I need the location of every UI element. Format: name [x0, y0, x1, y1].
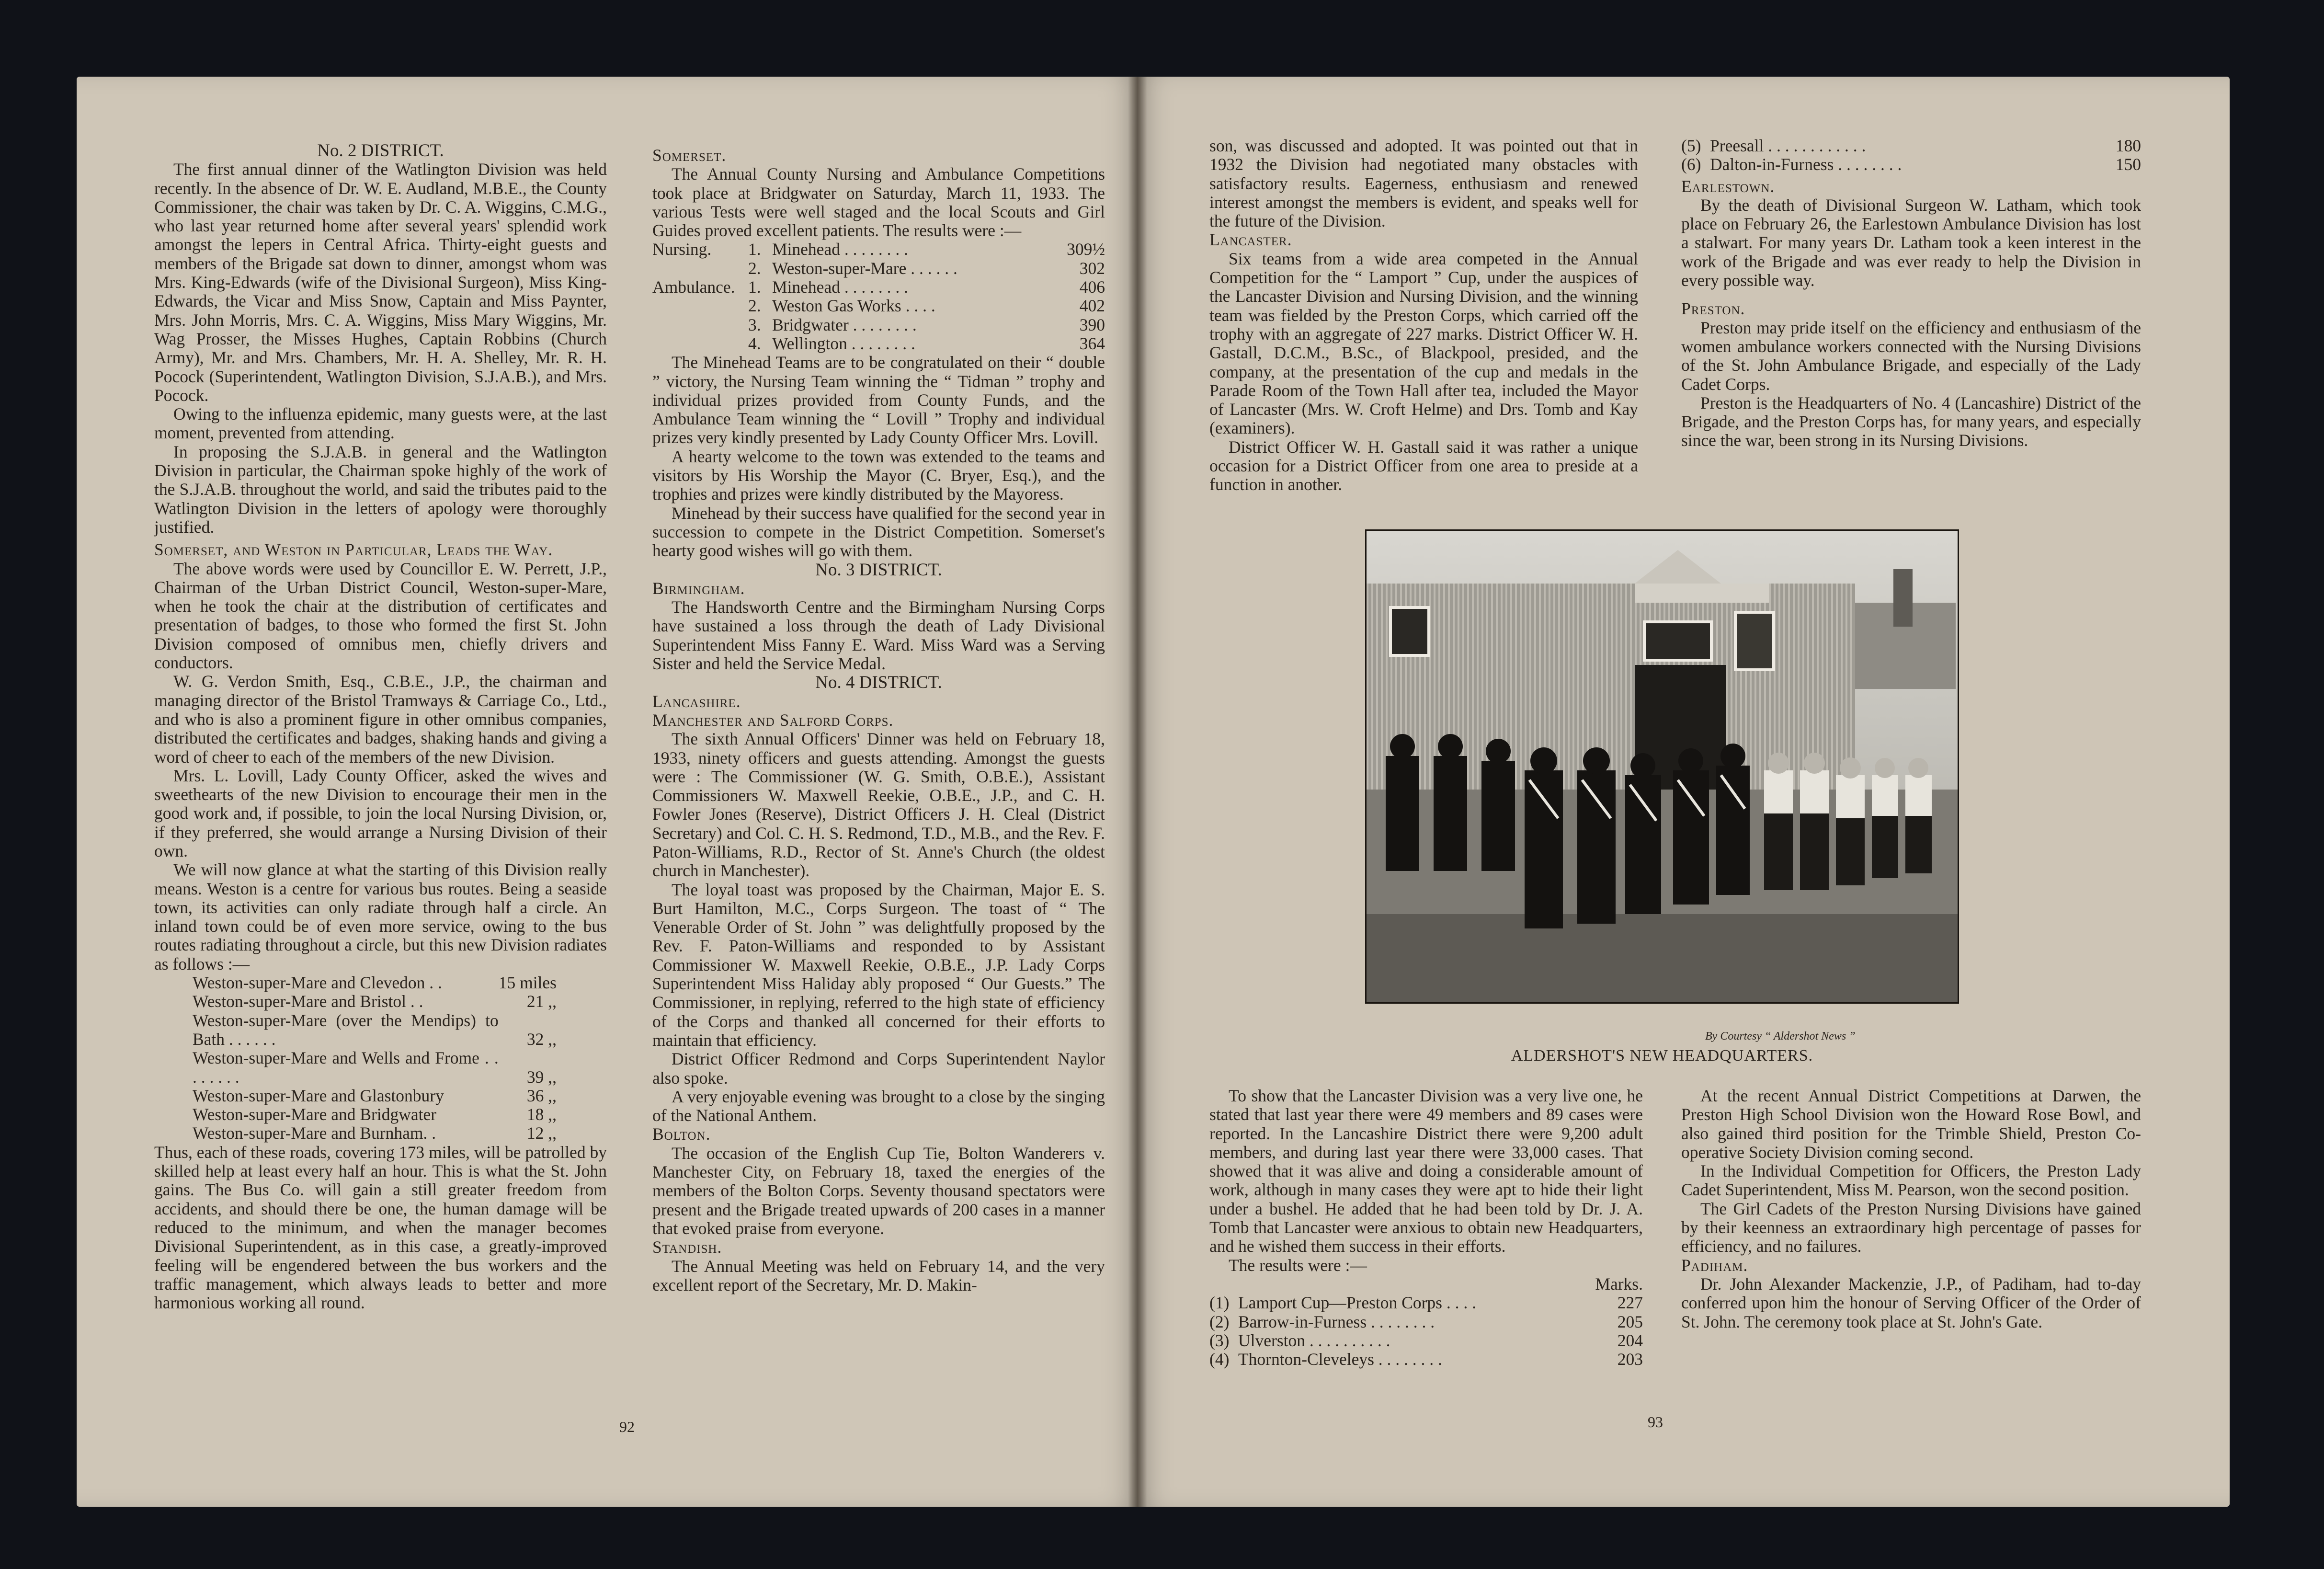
somerset-subheading: Somerset. [652, 146, 727, 165]
table-row: Nursing. 1. Minehead . . . . . . . . 309½ [652, 240, 1105, 259]
table-row: Weston-super-Mare and Clevedon . . 15 miles [193, 973, 557, 993]
bolton-cup-paragraph: The occasion of the English Cup Tie, Bolton Wanderers v. Manchester City, on February 18, taxed the energies of the members of the Bolton Corps. Seventy thousand spectators were present and the Brigade treated upwards of 200 cases in a manner that evoked praise from everyone. [652, 1143, 1105, 1238]
right-column-1 [1209, 137, 1638, 494]
photo-caption: ALDERSHOT'S NEW HEADQUARTERS. [1511, 1047, 1813, 1065]
somerset-competition-paragraph: The Annual County Nursing and Ambulance Competitions took place at Bridgwater on Saturday, March 11, 1933. The various Tests were well staged and the local Scouts and Girl Guides proved excellent patients. The results were :— [652, 164, 1105, 241]
standish-meeting-paragraph: The Annual Meeting was held on February 14, and the very excellent report of the Secretary, Mr. D. Makin- [652, 1256, 1105, 1294]
individual-competition-paragraph: In the Individual Competition for Officers, the Preston Lady Cadet Superintendent, Miss M. Pearson, won the second position. [1681, 1161, 2141, 1200]
standish-subheading: Standish. [652, 1237, 722, 1257]
district-4-heading: No. 4 DISTRICT. [815, 673, 942, 693]
standish-continued-paragraph: son, was discussed and adopted. It was pointed out that in 1932 the Division had negotiated many obstacles with satisfactory results. Eagerness, enthusiasm and renewed interest amongst the members is evident, and speaks well for the future of the Division. [1209, 136, 1638, 231]
photo-credit: By Courtesy “ Aldershot News ” [1705, 1030, 1856, 1042]
bolton-subheading: Bolton. [652, 1124, 711, 1144]
table-row: (3) Ulverston . . . . . . . . . . 204 [1209, 1330, 1643, 1350]
girl-cadets-paragraph: The Girl Cadets of the Preston Nursing Divisions have gained by their keenness an extraordinary high percentage of passes for efficiency, and no failures. [1681, 1199, 2141, 1256]
preston-subheading: Preston. [1681, 299, 1745, 319]
lamport-results-table [1209, 1275, 1643, 1369]
minehead-qualified-paragraph: Minehead by their success have qualified for the second year in succession to compete in the District Competition. Somerset's hearty good wishes will go with them. [652, 503, 1105, 561]
page-number-left: 92 [619, 1418, 635, 1435]
verdon-smith-paragraph: W. G. Verdon Smith, Esq., C.B.E., J.P., the chairman and managing director of the Bristol Tramways & Carriage Co., Ltd., and who is also a prominent figure in other omnibus companies, distributed the certificates and badges, shaking hands and giving a word of cheer to each of the members of the new Division. [154, 672, 607, 767]
darwen-competitions-paragraph: At the recent Annual District Competitions at Darwen, the Preston High School Division won the Howard Rose Bowl, and also gained third position for the Trimble Shield, Preston Co-operative Society Division coming second. [1681, 1086, 2141, 1162]
photo-illustration [1367, 531, 1958, 1002]
table-row: Weston-super-Mare and Glastonbury 36 ,, [193, 1086, 557, 1105]
proposing-paragraph: In proposing the S.J.A.B. in general and the Watlington Division in particular, the Chairman spoke highly of the work of the S.J.A.B. throughout the world, and said the tributes paid to the Watlington Division in the letters of apology were thoroughly justified. [154, 442, 607, 537]
table-row: 2. Weston Gas Works . . . . 402 [748, 296, 1105, 316]
lancaster-subheading: Lancaster. [1209, 230, 1292, 250]
table-row: 4. Wellington . . . . . . . . 364 [748, 333, 1105, 353]
routes-conclusion-paragraph: Thus, each of these roads, covering 173 miles, will be patrolled by skilled help at least every half an hour. This is what the St. John gains. The Bus Co. will gain a still greater freedom from accidents, and should there be one, the human damage will be reduced to the minimum, and when the manager becomes Divisional Superintendent, as in this case, a greatly-improved feeling will be engendered between the bus workers and the traffic management, which always leads to better and more harmonious working all round. [154, 1142, 607, 1313]
anthem-paragraph: A very enjoyable evening was brought to a close by the singing of the National Anthem. [652, 1087, 1105, 1125]
marks-column-header: Marks. [1595, 1274, 1643, 1294]
page-number-right: 93 [1648, 1413, 1663, 1431]
right-column-3 [1209, 1087, 1643, 1369]
birmingham-subheading: Birmingham. [652, 578, 745, 598]
perrett-paragraph: The above words were used by Councillor E. W. Perrett, J.P., Chairman of the Urban District Council, Weston-super-Mare, when he took the chair at the distribution of certificates and presentation of badges, to those who formed the first St. John Division composed of omnibus men, chiefly drivers and conductors. [154, 559, 607, 673]
padiham-subheading: Padiham. [1681, 1255, 1748, 1275]
table-row: Weston-super-Mare and Bridgwater 18 ,, [193, 1105, 557, 1124]
table-row: (5) Preesall . . . . . . . . . . . . 180 [1681, 136, 2141, 155]
mayor-welcome-paragraph: A hearty welcome to the town was extended to the teams and visitors by His Worship the Mayor (C. Bryer, Esq.), and the trophies and prizes were kindly distributed by the Mayoress. [652, 447, 1105, 504]
table-row: 3. Bridgwater . . . . . . . . 390 [748, 315, 1105, 334]
results-intro: The results were :— [1229, 1255, 1367, 1275]
district-3-heading: No. 3 DISTRICT. [815, 560, 942, 580]
table-row: 2. Weston-super-Mare . . . . . . 302 [748, 258, 1105, 278]
lancashire-subheading: Lancashire. [652, 691, 741, 711]
table-row: (1) Lamport Cup—Preston Corps . . . . 227 [1209, 1293, 1643, 1313]
table-row: Weston-super-Mare and Wells and Frome . . . . . . . . 39 ,, [193, 1048, 557, 1087]
officers-dinner-paragraph: The sixth Annual Officers' Dinner was held on February 18, 1933, ninety officers and guests attending. Amongst the guests were : The Commissioner (W. G. Smith, O.B.E.), Assistant Commissioners W. Maxwell Reekie, O.B.E., J.P., and C. H. Fowler Jones (Reserve), District Officers J. H. Cleal (District Secretary) and Col. C. H. S. Redmond, T.D., M.B., and the Rev. F. Paton-Williams, R.D., Rector of St. Anne's Church (the oldest church in Manchester). [652, 729, 1105, 881]
lovill-paragraph: Mrs. L. Lovill, Lady County Officer, asked the wives and sweethearts of the new Division to encourage their men in the good work and, if possible, to join the local Nursing Division, or, if they preferred, she would arrange a Nursing Division of their own. [154, 766, 607, 860]
somerset-results-table [652, 240, 1105, 353]
table-row: Weston-super-Mare and Bristol . . 21 ,, [193, 992, 557, 1011]
left-column-2 [652, 146, 1105, 1294]
handsworth-paragraph: The Handsworth Centre and the Birmingham Nursing Corps have sustained a loss through the death of Lady Divisional Superintendent Miss Fanny E. Ward. Miss Ward was a Serving Sister and held the Service Medal. [652, 597, 1105, 674]
influenza-paragraph: Owing to the influenza epidemic, many guests were, at the last moment, prevented from attending. [154, 404, 607, 443]
right-column-2 [1681, 137, 2141, 450]
aldershot-headquarters-photo [1365, 529, 1959, 1004]
lancaster-live-paragraph: To show that the Lancaster Division was a very live one, he stated that last year there were 49 members and 89 cases were reported. In the Lancashire District there were 9,200 adult members, and during last year there were 33,000 cases. That showed that it was alive and doing a considerable amount of work, although in many cases they were apt to hide their light under a bushel. He added that he had been told by Dr. J. A. Tomb that Lancaster were anxious to obtain new Headquarters, and he wished them success in their efforts. [1209, 1086, 1643, 1256]
latham-paragraph: By the death of Divisional Surgeon W. Latham, which took place on February 26, the Earlestown Ambulance Division has lost a stalwart. For many years Dr. Latham took a keen interest in the work of the Brigade and was ever ready to help the Division in every possible way. [1681, 195, 2141, 290]
loyal-toast-paragraph: The loyal toast was proposed by the Chairman, Major E. S. Burt Hamilton, M.C., Corps Surgeon. The toast of “ The Venerable Order of St. John ” was delightfully proposed by the Rev. F. Paton-Williams and responded to by Assistant Commissioner W. Maxwell Reekie, O.B.E., J.P. Lady Corps Superintendent Miss Haliday ably proposed “ Our Guests.” The Commissioner, in replying, referred to the high state of efficiency of the Corps and thanked all concerned for their efforts to maintain that efficiency. [652, 880, 1105, 1050]
table-row: (2) Barrow-in-Furness . . . . . . . . 205 [1209, 1312, 1643, 1331]
preston-headquarters-paragraph: Preston is the Headquarters of No. 4 (Lancashire) District of the Brigade, and the Preston Corps has, for many years, and especially since the war, been strong in its Nursing Divisions. [1681, 393, 2141, 450]
somerset-weston-subheading: Somerset, and Weston in Particular, Leads the Way. [154, 540, 553, 560]
minehead-congrats-paragraph: The Minehead Teams are to be congratulated on their “ double ” victory, the Nursing Team winning the “ Tidman ” trophy and individual prizes provided from County Funds, and the Ambulance Team winning the “ Lovill ” Trophy and individual prizes very kindly presented by Lady County Officer Mrs. Lovill. [652, 353, 1105, 447]
gastall-paragraph: District Officer W. H. Gastall said it was rather a unique occasion for a District Officer from one area to preside at a function in another. [1209, 437, 1638, 494]
district-2-heading: No. 2 DISTRICT. [317, 141, 444, 160]
redmond-naylor-paragraph: District Officer Redmond and Corps Superintendent Naylor also spoke. [652, 1049, 1105, 1088]
table-row: (4) Thornton-Cleveleys . . . . . . . . 203 [1209, 1350, 1643, 1369]
bus-routes-table [193, 973, 557, 1143]
earlestown-subheading: Earlestown. [1681, 176, 1775, 196]
mackenzie-paragraph: Dr. John Alexander Mackenzie, J.P., of Padiham, had to-day conferred upon him the honour of Serving Officer of the Order of St. John. The ceremony took place at St. John's Gate. [1681, 1274, 2141, 1331]
table-row: Weston-super-Mare (over the Mendips) to Bath . . . . . . 32 ,, [193, 1010, 557, 1049]
table-row: Ambulance. 1. Minehead . . . . . . . . 406 [652, 277, 1105, 297]
book-spine [1128, 77, 1147, 1507]
left-column-1 [154, 141, 607, 1312]
preston-pride-paragraph: Preston may pride itself on the efficiency and enthusiasm of the women ambulance workers connected with the Nursing Divisions of the St. John Ambulance Brigade, and especially of the Lady Cadet Corps. [1681, 318, 2141, 394]
right-column-4 [1681, 1087, 2141, 1331]
table-row [1209, 1275, 1643, 1294]
manchester-salford-subheading: Manchester and Salford Corps. [652, 710, 894, 730]
watlington-paragraph: The first annual dinner of the Watlington Division was held recently. In the absence of Dr. W. E. Audland, M.B.E., the County Commissioner, the chair was taken by Dr. C. A. Wiggins, C.M.G., who last year returned home after several years' splendid work amongst the lepers in Central Africa. Thirty-eight guests and members of the Brigade sat down to dinner, amongst whom was Mrs. King-Edwards (wife of the Divisional Surgeon), Miss King-Edwards, the Vicar and Miss Snow, Captain and Miss Paynter, Mrs. John Morris, Mrs. C. A. Wiggins, Miss Mary Wiggins, Mr. Wag Prosser, the Misses Hughes, Captain Robbins (Church Army), Mr. and Mrs. Chambers, Mr. H. A. Shelley, Mr. R. H. Pocock (Superintendent, Watlington Division, S.J.A.B.), and Mrs. Pocock. [154, 160, 607, 405]
weston-routes-paragraph: We will now glance at what the starting of this Division really means. Weston is a centre for various bus routes. Being a seaside town, its activities can only radiate through half a circle. An inland town could be of even more service, owing to the bus routes radiating throughout a circle, but this new Division radiates as follows :— [154, 860, 607, 973]
table-row: (6) Dalton-in-Furness . . . . . . . . 150 [1681, 155, 2141, 174]
lamport-cup-paragraph: Six teams from a wide area competed in the Annual Competition for the “ Lamport ” Cup, under the auspices of the Lancaster Division and Nursing Division, and the winning team was fielded by the Preston Corps, which carried off the trophy with an aggregate of 227 marks. District Officer W. H. Gastall, D.C.M., B.Sc., of Blackpool, presided, and the company, at the presentation of the cup and medals in the Parade Room of the Town Hall after tea, included the Mayor of Lancaster (Mrs. W. Croft Helme) and Drs. Tomb and Kay (examiners). [1209, 249, 1638, 438]
table-row: Weston-super-Mare and Burnham. . 12 ,, [193, 1123, 557, 1143]
lamport-results-continued-table [1681, 137, 2141, 174]
